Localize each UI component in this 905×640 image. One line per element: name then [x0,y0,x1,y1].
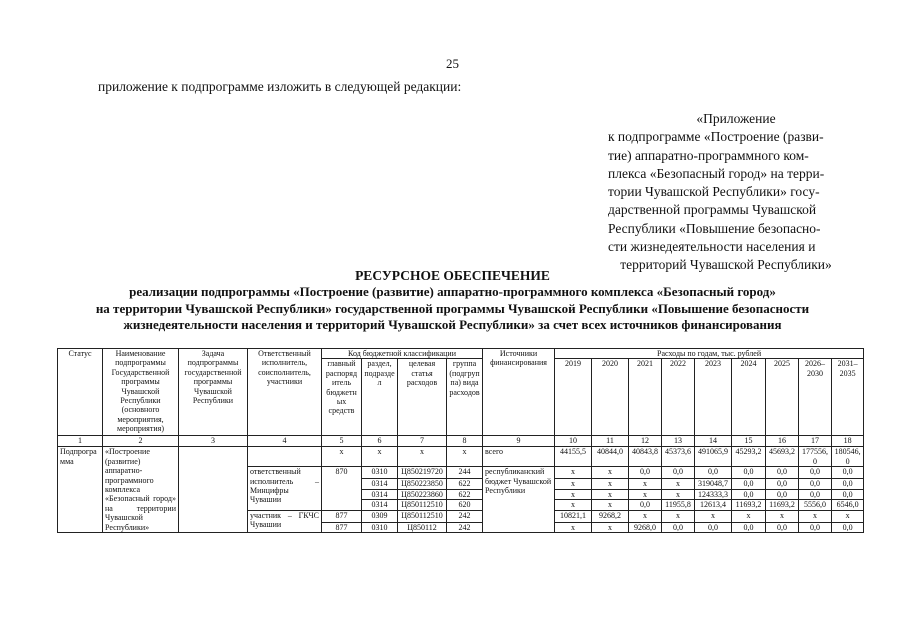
header-budget-code: Код бюджетной классификации [322,349,483,359]
column-number-row [58,436,864,447]
value-cell: х [592,500,629,510]
target-article-cell: Ц850112510 [398,500,447,510]
expense-group-cell: 620 [447,500,483,510]
razdel-cell: 0309 [362,510,398,522]
value-cell: 0,0 [799,522,832,532]
column-number: 4 [248,436,322,447]
column-number: 13 [662,436,695,447]
resource-table [57,348,864,533]
heading-title: РЕСУРСНОЕ ОБЕСПЕЧЕНИЕ [355,268,550,283]
header-status: Статус [58,349,103,436]
header-year: 2021 [629,359,662,436]
value-cell: 0,0 [629,500,662,510]
value-cell: 0,0 [732,479,766,489]
code-cell: х [447,447,483,467]
value-cell: 491065,9 [695,447,732,467]
target-article-cell: Ц850112510 [398,510,447,522]
source-cell: всего [483,447,555,467]
value-cell: х [662,489,695,499]
value-cell: х [592,522,629,532]
value-cell: х [799,510,832,522]
value-cell: 12613,4 [695,500,732,510]
grbs-cell: 877 [322,510,362,522]
column-number: 12 [629,436,662,447]
value-cell: х [555,489,592,499]
appendix-note [608,110,844,275]
appendix-line: тории Чувашской Республики» госу- [608,184,820,200]
value-cell: 9268,2 [592,510,629,522]
value-cell: х [732,510,766,522]
razdel-cell: 0310 [362,522,398,532]
column-number: 18 [832,436,864,447]
column-number: 16 [766,436,799,447]
value-cell: х [555,522,592,532]
value-cell: 319048,7 [695,479,732,489]
header-source: Источники финансирования [483,349,555,436]
value-cell: 0,0 [662,467,695,479]
column-number: 1 [58,436,103,447]
value-cell: 10821,1 [555,510,592,522]
appendix-line: дарственной программы Чувашской [608,202,817,218]
column-number: 17 [799,436,832,447]
target-article-cell: Ц850223850 [398,479,447,489]
razdel-cell: 0314 [362,489,398,499]
razdel-cell: 0314 [362,479,398,489]
column-number: 7 [398,436,447,447]
appendix-line: к подпрограмме «Построение (разви- [608,129,824,145]
header-responsible: Ответственный исполнитель, соисполнитель, участники [248,349,322,436]
header-grbs: главный распорядитель бюджетных средств [322,359,362,436]
value-cell: 0,0 [766,522,799,532]
column-number: 2 [103,436,179,447]
subprogram-name-cell: «Построение (развитие) аппаратно-программного комплекса «Безопасный город» на территории Чувашской Республики» [103,447,179,533]
value-cell: 0,0 [629,467,662,479]
expense-group-cell: 622 [447,479,483,489]
value-cell: х [629,489,662,499]
value-cell: х [629,479,662,489]
expense-group-cell: 622 [447,489,483,499]
status-cell: Подпрограмма [58,447,103,533]
value-cell: х [695,510,732,522]
value-cell: 0,0 [766,479,799,489]
target-article-cell: Ц850219720 [398,467,447,479]
razdel-cell: 0310 [362,467,398,479]
header-row [58,349,864,359]
value-cell: 11693,2 [766,500,799,510]
header-year: 2020 [592,359,629,436]
value-cell: 45373,6 [662,447,695,467]
value-cell: х [555,500,592,510]
value-cell: 11693,2 [732,500,766,510]
razdel-cell: 0314 [362,500,398,510]
header-year: 2031–2035 [832,359,864,436]
value-cell: 6546,0 [832,500,864,510]
value-cell: 0,0 [832,489,864,499]
value-cell: х [662,510,695,522]
column-number: 14 [695,436,732,447]
expense-group-cell: 242 [447,522,483,532]
expense-group-cell: 244 [447,467,483,479]
table-row-total [58,447,864,467]
code-cell: х [362,447,398,467]
header-task: Задача подпрограммы государственной программы Чувашской Республики [179,349,248,436]
value-cell: 0,0 [799,479,832,489]
value-cell: 45693,2 [766,447,799,467]
code-cell: х [398,447,447,467]
value-cell: 0,0 [832,467,864,479]
value-cell: х [555,467,592,479]
appendix-line: плекса «Безопасный город» на терри- [608,165,825,181]
task-cell [179,447,248,533]
value-cell: 0,0 [799,489,832,499]
value-cell: 0,0 [732,522,766,532]
header-expenses: Расходы по годам, тыс. рублей [555,349,864,359]
responsible-cell [248,447,322,467]
value-cell: 0,0 [832,522,864,532]
value-cell: 45293,2 [732,447,766,467]
responsible-cell: ответственный исполнитель – Минцифры Чувашии [248,467,322,510]
grbs-cell: 870 [322,467,362,510]
value-cell: 0,0 [766,489,799,499]
header-name: Наименование подпрограммы Государственной программы Чувашской Республики (основного мероприятия, мероприятия) [103,349,179,436]
expense-group-cell: 242 [447,510,483,522]
value-cell: х [592,467,629,479]
value-cell: 124333,3 [695,489,732,499]
appendix-line: территорий Чувашской Республики» [620,257,832,273]
value-cell: 0,0 [766,467,799,479]
value-cell: х [629,510,662,522]
value-cell: 0,0 [695,522,732,532]
intro-text: приложение к подпрограмме изложить в следующей редакции: [98,79,462,94]
value-cell: х [766,510,799,522]
value-cell: х [832,510,864,522]
column-number: 6 [362,436,398,447]
document-heading [0,268,905,334]
value-cell: 40843,8 [629,447,662,467]
page-number: 25 [446,56,459,71]
value-cell: 9268,0 [629,522,662,532]
value-cell: 0,0 [799,467,832,479]
column-number: 11 [592,436,629,447]
header-year: 2019 [555,359,592,436]
column-number: 9 [483,436,555,447]
appendix-line: тие) аппаратно-программного ком- [608,147,809,163]
appendix-title: «Приложение [696,111,776,126]
header-target-article: целевая статья расходов [398,359,447,436]
value-cell: х [592,479,629,489]
header-year: 2024 [732,359,766,436]
column-number: 8 [447,436,483,447]
header-year: 2022 [662,359,695,436]
value-cell: 0,0 [732,467,766,479]
target-article-cell: Ц850112 [398,522,447,532]
column-number: 10 [555,436,592,447]
header-year: 2026–2030 [799,359,832,436]
heading-line: реализации подпрограммы «Построение (развитие) аппаратно-программного комплекса «Безопасный город» [129,284,776,299]
value-cell: 0,0 [832,479,864,489]
value-cell: 11955,8 [662,500,695,510]
grbs-cell: 877 [322,522,362,532]
appendix-line: Республики «Повышение безопасно- [608,220,821,236]
value-cell: 177556,0 [799,447,832,467]
value-cell: х [555,479,592,489]
value-cell: 5556,0 [799,500,832,510]
value-cell: 44155,5 [555,447,592,467]
value-cell: 0,0 [695,467,732,479]
value-cell: х [662,479,695,489]
target-article-cell: Ц850223860 [398,489,447,499]
value-cell: 0,0 [732,489,766,499]
heading-line: на территории Чувашской Республики» государственной программы Чувашской Республики «Повышение безопасности [95,300,810,316]
appendix-line: сти жизнедеятельности населения и [608,239,816,255]
header-razdel: раздел, подраздел [362,359,398,436]
header-year: 2025 [766,359,799,436]
column-number: 5 [322,436,362,447]
heading-line: жизнедеятельности населения и территорий Чувашской Республики» за счет всех источников финансирования [123,317,782,332]
column-number: 15 [732,436,766,447]
value-cell: 180546,0 [832,447,864,467]
code-cell: х [322,447,362,467]
header-expense-group: группа (подгруппа) вида расходов [447,359,483,436]
responsible-cell: участник – ГКЧС Чувашии [248,510,322,533]
value-cell: 0,0 [662,522,695,532]
value-cell: х [592,489,629,499]
column-number: 3 [179,436,248,447]
source-cell: республиканский бюджет Чувашской Республики [483,467,555,533]
value-cell: 40844,0 [592,447,629,467]
header-year: 2023 [695,359,732,436]
